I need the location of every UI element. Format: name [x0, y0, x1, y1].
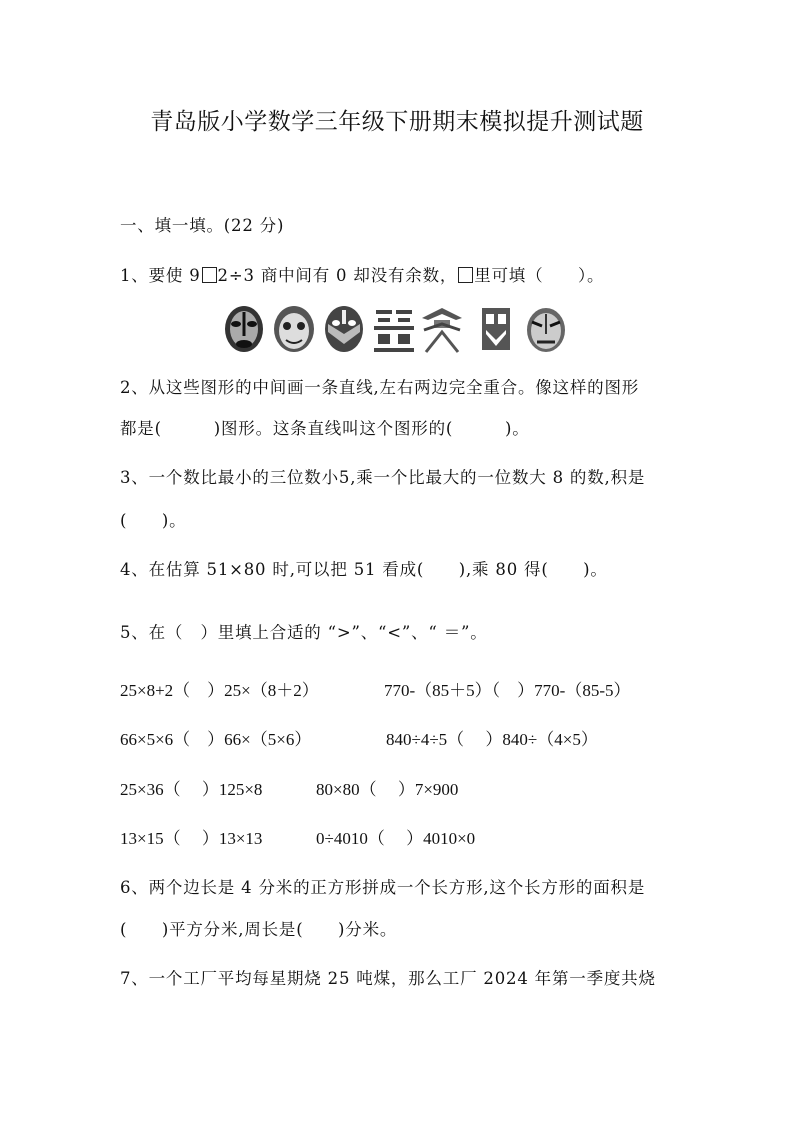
question-1 [120, 262, 604, 286]
compare-right-3: 80×80（ ）7×900 [316, 780, 459, 799]
question-2-line-1: 2、从这些图形的中间画一条直线,左右两边完全重合。像这样的图形 [120, 378, 640, 397]
compare-left-1: 25×8+2（ ）25×（8＋2） [120, 681, 319, 700]
pagoda-icon [420, 304, 464, 354]
compare-right-2: 840÷4÷5（ ）840÷（4×5） [386, 730, 598, 749]
page-title: 青岛版小学数学三年级下册期末模拟提升测试题 [150, 109, 644, 135]
compare-left-4: 13×15（ ）13×13 [120, 829, 263, 848]
blank-box [202, 267, 217, 283]
monkey-mask-icon [272, 304, 316, 354]
question-6-line-1: 6、两个边长是 4 分米的正方形拼成一个长方形,这个长方形的面积是 [120, 878, 646, 897]
q1-text-a: 1、要使 9 [120, 266, 201, 285]
question-2-line-2: 都是( )图形。这条直线叫这个图形的( )。 [120, 419, 530, 438]
question-7-line-1: 7、一个工厂平均每星期烧 25 吨煤，那么工厂 2024 年第一季度共烧 [120, 969, 656, 988]
question-4: 4、在估算 51×80 时,可以把 51 看成( ),乘 80 得( )。 [120, 560, 608, 579]
compare-right-4: 0÷4010（ ）4010×0 [316, 829, 476, 848]
section-heading: 一、填一填。(22 分) [120, 216, 285, 235]
symmetric-figures [222, 304, 572, 356]
question-6-line-2: ( )平方分米,周长是( )分米。 [120, 920, 398, 939]
q1-text-c: 里可填（ ）。 [474, 266, 605, 285]
paper-cut-icon [474, 304, 518, 354]
compare-left-2: 66×5×6（ ）66×（5×6） [120, 730, 312, 749]
compare-left-3: 25×36（ ）125×8 [120, 780, 263, 799]
question-3-line-2: ( )。 [120, 511, 187, 530]
compare-right-1: 770-（85＋5）（ ）770-（85-5） [384, 681, 631, 700]
question-5: 5、在（ ）里填上合适的 “>”、“<”、“ ＝”。 [120, 623, 488, 642]
opera-mask-icon [322, 304, 366, 354]
opera-mask-icon [524, 304, 568, 354]
double-happiness-icon [372, 304, 416, 354]
question-3-line-1: 3、一个数比最小的三位数小5,乘一个比最大的一位数大 8 的数,积是 [120, 468, 646, 487]
opera-mask-icon [222, 304, 266, 354]
q1-text-b: 2÷3 商中间有 0 却没有余数， [217, 266, 458, 285]
blank-box [458, 267, 473, 283]
